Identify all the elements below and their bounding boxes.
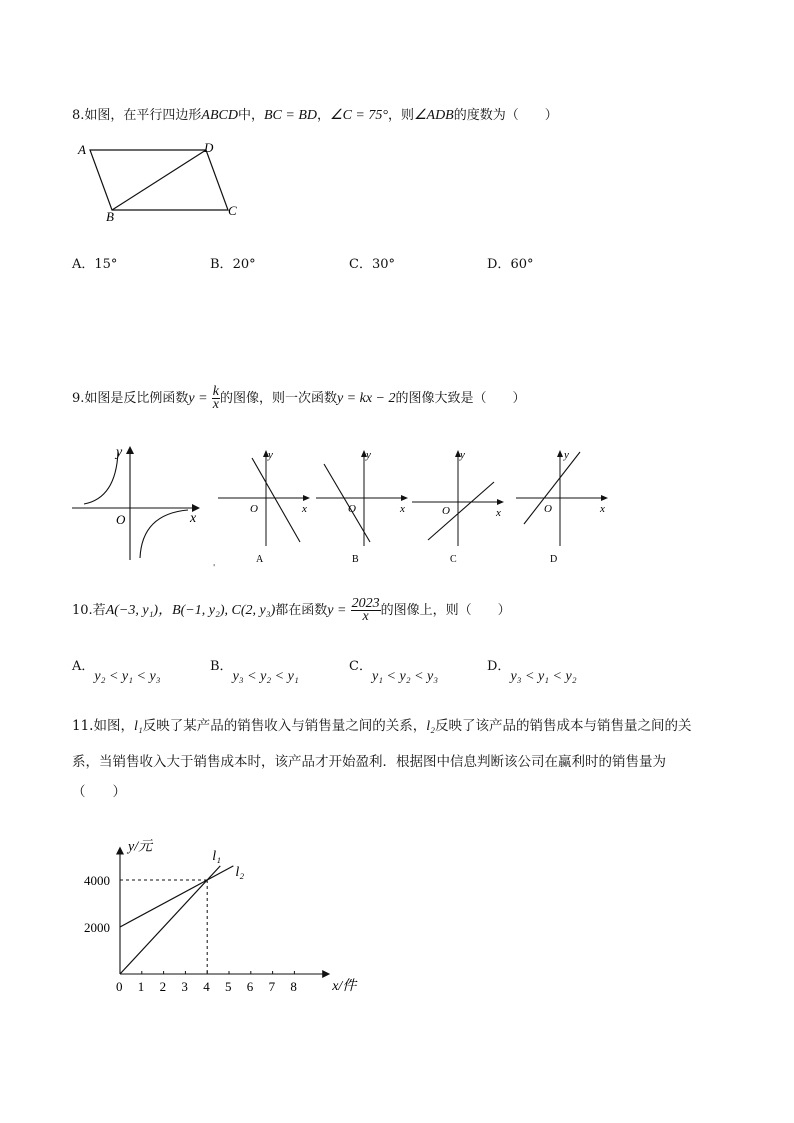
q8-parallelogram-figure (70, 138, 250, 228)
q10-option-d[interactable]: D．y₃ < y₁ < y₂ (487, 659, 577, 684)
q9-choice-a-graph[interactable] (216, 446, 314, 566)
q9-choice-b-graph[interactable] (314, 446, 412, 566)
diagonal-bd (112, 150, 206, 210)
q11-stem-line2: 系，当销售收入大于销售成本时，该产品才开始盈利．根据图中信息判断该公司在赢利时的销售量为 (72, 754, 666, 770)
y-axis-label: y (116, 445, 123, 460)
svg-text:y: y (564, 449, 569, 461)
vertex-label-d: D (204, 140, 214, 155)
line-graph (428, 482, 494, 540)
vertex-label-b: B (106, 209, 114, 224)
svg-text:x: x (400, 503, 405, 515)
x-tick-label: 1 (137, 979, 145, 994)
q10-option-c[interactable]: C．y₁ < y₂ < y₃ (349, 659, 439, 684)
svg-text:O: O (250, 503, 258, 515)
q9-choice-c-graph[interactable] (410, 446, 508, 566)
x-tick-label: 4 (203, 979, 210, 994)
svg-text:x: x (496, 507, 501, 519)
q9-stem: 9.如图是反比例函数y = $\frac{k}{x}$ 的图像，则一次函数y = kx − 2的图像大致是（ ） (72, 384, 526, 412)
x-tick-label: 8 (290, 979, 297, 994)
y-tick-label: 2000 (84, 920, 110, 935)
vertex-label-c: C (228, 203, 237, 218)
svg-text:x: x (600, 503, 605, 515)
x-tick-label: 7 (268, 979, 276, 994)
series-label-2: l₂ (235, 864, 245, 880)
hyperbola-branch-lower-right (140, 510, 188, 558)
x-axis-label: x (190, 511, 197, 526)
choice-label-a: A (256, 554, 264, 565)
hyperbola-branch-upper-left (84, 452, 118, 504)
line-graph (524, 452, 580, 524)
q9-choice-d-graph[interactable] (514, 446, 612, 566)
q8-option-d[interactable]: D．60° (487, 257, 534, 272)
x-axis-arrow (322, 970, 330, 978)
x-tick-label: 5 (225, 979, 232, 994)
svg-text:y: y (366, 449, 371, 461)
x-axis-label: x/件 (332, 979, 357, 994)
q11-stem-line3: （ ） (72, 784, 126, 800)
svg-text:O: O (544, 503, 552, 515)
q11-sales-chart (80, 822, 360, 1002)
x-tick-label: 6 (246, 979, 254, 994)
q10-option-a[interactable]: A．y₂ < y₁ < y₃ (72, 659, 161, 684)
line-graph (324, 464, 370, 542)
q8-option-a[interactable]: A．15° (72, 257, 118, 272)
svg-text:y: y (460, 449, 465, 461)
q9-fraction-k-over-x: $\frac{k}{x}$ (212, 384, 219, 412)
q10-stem: 10.若A(−3, y₁)，B(−1, y₂), C(2, y₃)都在函数y = $\frac{2023}{x}$ 的图像上，则（ ） (72, 596, 511, 624)
svg-text:y: y (268, 449, 273, 461)
series-label-1: l₁ (212, 848, 222, 864)
stray-mark: ' (213, 563, 216, 572)
x-tick-label: 3 (181, 979, 188, 994)
q11-stem-line1: 11.如图，l₁反映了某产品的销售收入与销售量之间的关系，l₂反映了该产品的销售成本与销售量之间的关 (72, 718, 692, 734)
svg-text:x: x (302, 503, 307, 515)
vertex-label-a: A (78, 142, 86, 157)
choice-label-b: B (352, 554, 359, 565)
y-axis-arrow (116, 847, 124, 855)
svg-text:O: O (348, 503, 356, 515)
q8-option-c[interactable]: C．30° (349, 257, 395, 272)
x-tick-label: 0 (116, 979, 123, 994)
x-tick-label: 2 (159, 979, 167, 994)
y-axis-label: y/元 (128, 839, 153, 855)
origin-label: O (116, 512, 126, 527)
line-graph (252, 458, 300, 542)
q9-hyperbola-figure (68, 440, 208, 566)
q10-fraction-2023-over-x: $\frac{2023}{x}$ (351, 596, 380, 624)
y-tick-label: 4000 (84, 873, 110, 888)
y-axis-arrow (126, 446, 134, 454)
svg-text:O: O (442, 505, 450, 517)
series-line-1 (120, 866, 220, 974)
q8-option-b[interactable]: B．20° (210, 257, 256, 272)
choice-label-d: D (550, 554, 558, 565)
series-line-2 (120, 866, 233, 927)
q8-stem: 8.如图，在平行四边形ABCD中，BC = BD，∠C = 75°，则∠ADB的度数为（ ） (72, 108, 558, 123)
choice-label-c: C (450, 554, 457, 565)
q10-option-b[interactable]: B．y₃ < y₂ < y₁ (210, 659, 299, 684)
